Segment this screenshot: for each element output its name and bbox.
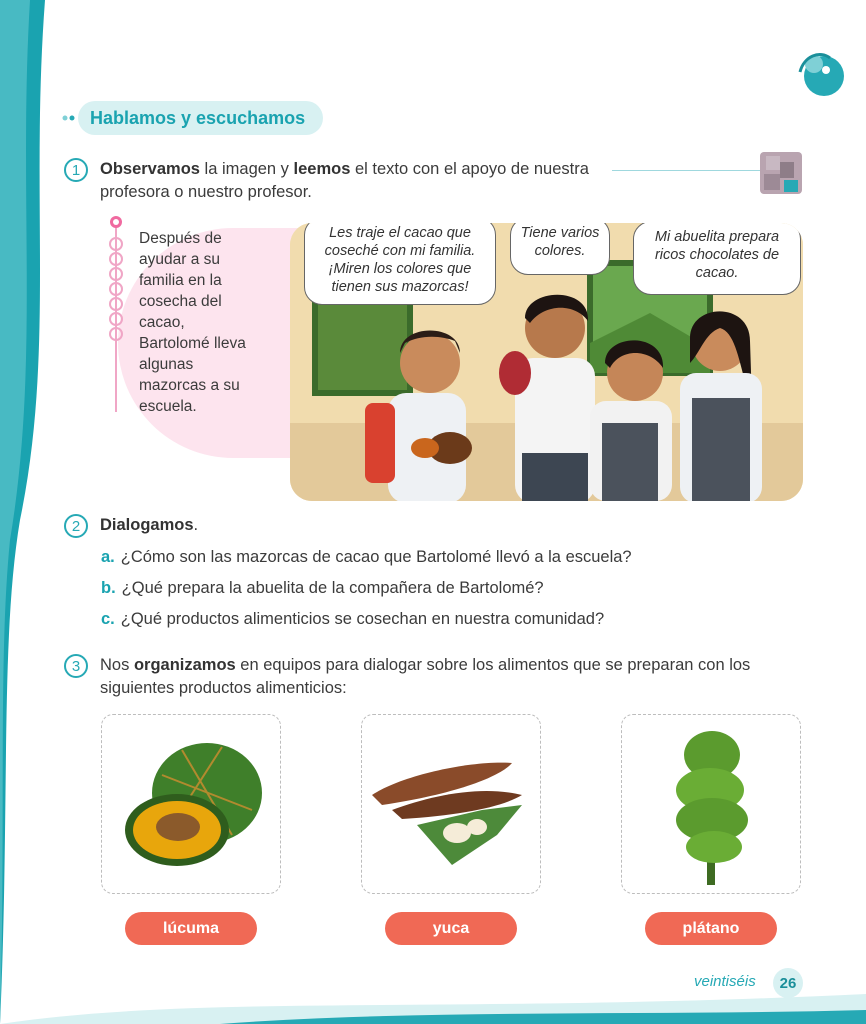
question-2-number: 2 (64, 514, 88, 538)
question-2b (101, 577, 544, 599)
item-text: ¿Qué prepara la abuelita de la compañera de Bartolomé? (121, 579, 544, 597)
story-text: Después de ayudar a su familia en la cosecha del cacao, Bartolomé lleva algunas mazorcas a su escuela. (139, 230, 246, 415)
page-number: 26 (773, 968, 803, 998)
question-2-title (100, 514, 198, 537)
banana-bunch-image (622, 715, 800, 893)
item-text: ¿Qué productos alimenticios se cosechan en nuestra comunidad? (120, 610, 605, 628)
cassava-root-image (362, 715, 540, 893)
speech-bubble-girl: Mi abuelita prepara ricos chocolates de cacao. (633, 223, 801, 295)
question-2a (101, 546, 632, 568)
lucuma-fruit-image (102, 715, 280, 893)
page-number-word: veintiséis (694, 973, 756, 990)
keyword-leemos: leemos (293, 160, 351, 178)
teacher-avatar-icon (760, 152, 802, 194)
product-card-yuca (361, 714, 541, 894)
question-1-text (100, 158, 589, 204)
nature-badge-icon (790, 42, 846, 98)
product-card-platano (621, 714, 801, 894)
question-3-number: 3 (64, 654, 88, 678)
keyword-organizamos: organizamos (133, 656, 236, 674)
q3-text-part: Nos (100, 656, 134, 674)
section-title: Hablamos y escuchamos (90, 107, 306, 128)
q1-text-part: la imagen y (199, 160, 294, 178)
q1-line2: profesora o nuestro profesor. (100, 183, 312, 201)
q1-text-part: el texto con el apoyo de nuestra (350, 160, 589, 178)
item-letter: a. (101, 548, 115, 566)
label-lucuma: lúcuma (125, 912, 257, 945)
section-dots-icon (62, 114, 76, 122)
classroom-illustration (290, 223, 803, 501)
speech-bubble-bartolome: Les traje el cacao que coseché con mi familia. ¡Miren los colores que tienen sus mazorcas! (304, 223, 496, 305)
question-1-rule (612, 170, 760, 171)
question-1-number: 1 (64, 158, 88, 182)
item-text: ¿Cómo son las mazorcas de cacao que Bartolomé llevó a la escuela? (120, 548, 632, 566)
keyword-observamos: Observamos (100, 160, 200, 178)
item-letter: c. (101, 610, 115, 628)
product-card-lucuma (101, 714, 281, 894)
page-edge-decoration (0, 0, 60, 1024)
keyword-dialogamos: Dialogamos (100, 516, 194, 534)
q3-line2: siguientes productos alimenticios: (100, 679, 347, 697)
q2-period: . (193, 516, 199, 534)
label-yuca: yuca (385, 912, 517, 945)
question-3-text (100, 654, 750, 700)
q3-text-part: en equipos para dialogar sobre los alimentos que se preparan con los (235, 656, 751, 674)
question-2c (101, 608, 604, 630)
section-title-pill (78, 101, 323, 135)
speech-bubble-classmate: Tiene varios colores. (510, 223, 610, 275)
item-letter: b. (101, 579, 116, 597)
label-platano: plátano (645, 912, 777, 945)
bead-chain-icon (105, 214, 127, 344)
